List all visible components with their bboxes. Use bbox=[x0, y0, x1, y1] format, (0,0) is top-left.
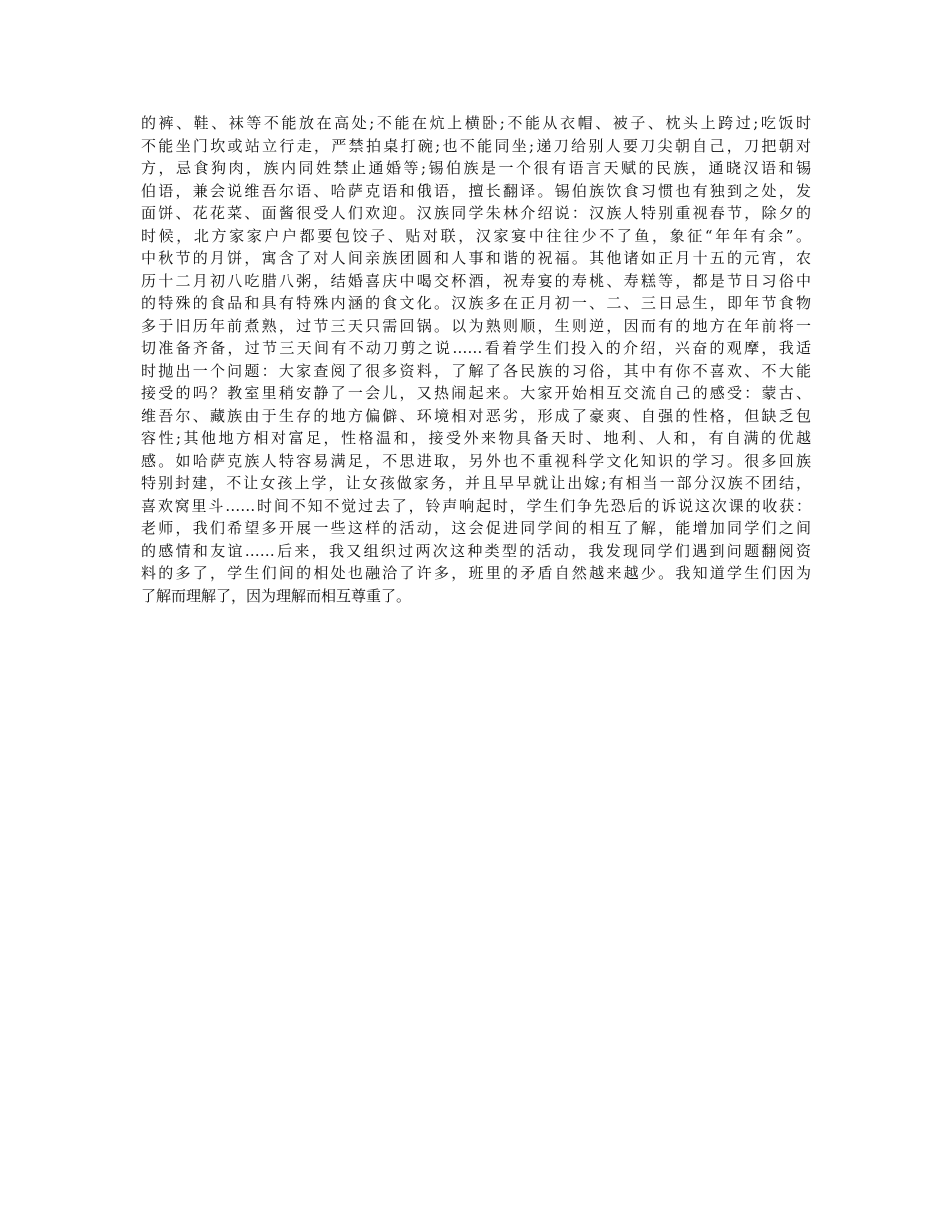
paragraph-line: 切准备齐备，过节三天间有不动刀剪之说……看着学生们投入的介绍，兴奋的观摩，我适 bbox=[141, 339, 811, 357]
paragraph-line: 时候，北方家家户户都要包饺子、贴对联，汉家宴中往往少不了鱼，象征“年年有余”。 bbox=[141, 226, 811, 245]
paragraph-line: 的感情和友谊……后来，我又组织过两次这种类型的活动，我发现同学们遇到问题翻阅资 bbox=[141, 541, 811, 560]
paragraph-line: 的特殊的食品和具有特殊内涵的食文化。汉族多在正月初一、二、三日忌生，即年节食物 bbox=[141, 294, 811, 312]
paragraph-line: 面饼、花花菜、面酱很受人们欢迎。汉族同学朱林介绍说：汉族人特别重视春节，除夕的 bbox=[141, 204, 811, 222]
paragraph-line: 方，忌食狗肉，族内同姓禁止通婚等;锡伯族是一个很有语言天赋的民族，通晓汉语和锡 bbox=[141, 159, 811, 177]
paragraph-line: 了解而理解了，因为理解而相互尊重了。 bbox=[141, 586, 412, 605]
body-paragraph bbox=[141, 112, 811, 607]
paragraph-line: 维吾尔、藏族由于生存的地方偏僻、环境相对恶劣，形成了豪爽、自强的性格，但缺乏包 bbox=[141, 406, 811, 425]
paragraph-line: 多于旧历年前煮熟，过节三天只需回锅。以为熟则顺，生则逆，因而有的地方在年前将一 bbox=[141, 316, 811, 335]
paragraph-line: 历十二月初八吃腊八粥，结婚喜庆中喝交杯酒，祝寿宴的寿桃、寿糕等，都是节日习俗中 bbox=[141, 271, 811, 290]
paragraph-line: 特别封建，不让女孩上学，让女孩做家务，并且早早就让出嫁;有相当一部分汉族不团结， bbox=[141, 474, 811, 492]
paragraph-line: 时抛出一个问题：大家查阅了很多资料，了解了各民族的习俗，其中有你不喜欢、不大能 bbox=[141, 361, 811, 380]
paragraph-line: 老师，我们希望多开展一些这样的活动，这会促进同学间的相互了解，能增加同学们之间 bbox=[141, 519, 811, 537]
paragraph-line: 感。如哈萨克族人特容易满足，不思进取，另外也不重视科学文化知识的学习。很多回族 bbox=[141, 451, 811, 470]
paragraph-line: 伯语，兼会说维吾尔语、哈萨克语和俄语，擅长翻译。锡伯族饮食习惯也有独到之处，发 bbox=[141, 181, 811, 200]
paragraph-line: 料的多了，学生们间的相处也融洽了许多，班里的矛盾自然越来越少。我知道学生们因为 bbox=[141, 564, 811, 582]
paragraph-line: 中秋节的月饼，寓含了对人间亲族团圆和人事和谐的祝福。其他诸如正月十五的元宵，农 bbox=[141, 249, 811, 267]
paragraph-line: 喜欢窝里斗……时间不知不觉过去了，铃声响起时，学生们争先恐后的诉说这次课的收获： bbox=[141, 496, 811, 515]
paragraph-line: 容性;其他地方相对富足，性格温和，接受外来物具备天时、地利、人和，有自满的优越 bbox=[141, 429, 811, 447]
paragraph-line: 的裤、鞋、袜等不能放在高处;不能在炕上横卧;不能从衣帽、被子、枕头上跨过;吃饭时 bbox=[141, 114, 811, 132]
paragraph-line: 不能坐门坎或站立行走，严禁拍桌打碗;也不能同坐;递刀给别人要刀尖朝自己，刀把朝对 bbox=[141, 136, 811, 155]
paragraph-line: 接受的吗？教室里稍安静了一会儿，又热闹起来。大家开始相互交流自己的感受：蒙古、 bbox=[141, 384, 811, 402]
